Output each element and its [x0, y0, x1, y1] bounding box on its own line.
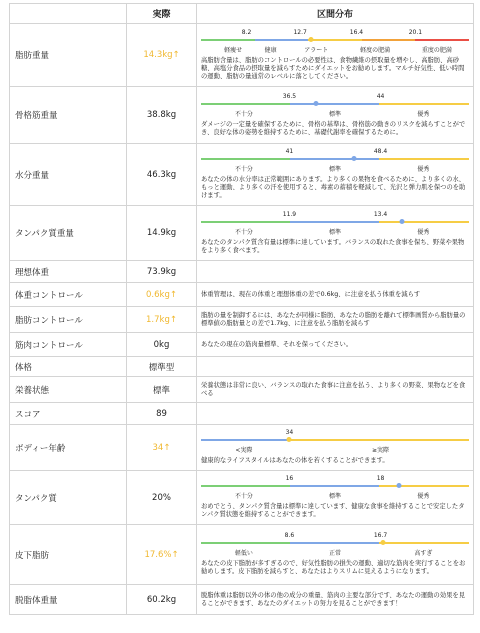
- range-segment: [379, 103, 469, 105]
- metric-description: 脂肪の量を制御するには、あなたが同様に脂肪、あなたの脂肪を離れて標準画質から脂肪量の標準値の脂肪量との差で1.7kg、に注意を払う脂肪を減らす: [201, 311, 466, 327]
- metric-description: おめでとう、タンパク質含量は標準に達しています、健康な食事を維持することで安定したタンパク質状態を維持することができます。: [201, 503, 465, 518]
- range-distribution: [197, 144, 474, 206]
- header-range: 区間分布: [197, 4, 474, 24]
- range-threshold: 20.1: [408, 28, 423, 36]
- range-label: 優秀: [417, 166, 430, 173]
- range-segment: [290, 542, 379, 544]
- range-label: 健康: [264, 46, 277, 54]
- range-scale: [201, 146, 469, 182]
- metric-value: 標準: [127, 377, 197, 403]
- range-bar: [201, 103, 469, 105]
- metric-name: 体重コントロール: [10, 283, 127, 307]
- range-segment: [201, 158, 290, 160]
- range-scale: [201, 530, 469, 566]
- range-label: 不十分: [234, 166, 253, 173]
- metric-value: 20%: [127, 471, 197, 525]
- metric-description: 脱脂体重は脂肪以外の体の他の成分の重量、筋肉の主要な部分です、あなたの運動の効果を見ることができます、あなたのダイエットの努力を見ることができます！: [201, 591, 465, 607]
- metric-name: ボディー年齢: [10, 425, 127, 471]
- range-distribution: [197, 471, 474, 525]
- range-bar: [201, 39, 469, 41]
- metric-value: 0.6kg↑: [127, 283, 197, 307]
- range-label: 標準: [328, 110, 342, 118]
- range-segment: [290, 158, 379, 160]
- range-threshold: 8.6: [284, 532, 295, 539]
- metric-description: ダメージの一定量を確保するために、骨格の基準は、骨格筋の動きのリスクを減らすことができ、良好な体の姿勢を維持するために、基礎代謝率を確保するために。: [201, 120, 466, 136]
- range-label: 優秀: [417, 493, 430, 500]
- metric-name: 栄養状態: [10, 377, 127, 403]
- metric-name: 脱脂体重量: [10, 585, 127, 615]
- range-threshold: 16.4: [349, 28, 364, 36]
- range-segment: [201, 221, 290, 223]
- value-marker-icon: [381, 540, 386, 545]
- value-marker-icon: [397, 483, 402, 488]
- range-segment: [362, 39, 416, 41]
- range-segment: [201, 103, 290, 105]
- range-scale: [201, 91, 469, 127]
- value-marker-icon: [308, 37, 313, 42]
- range-distribution: [197, 206, 474, 261]
- value-marker-icon: [400, 219, 405, 224]
- table-row-nutrition: [10, 377, 474, 403]
- range-segment: [201, 39, 255, 41]
- table-row-body-type: [10, 357, 474, 377]
- range-threshold: 12.7: [293, 28, 307, 36]
- value-marker-icon: [314, 101, 319, 106]
- range-segment: [201, 542, 290, 544]
- body-composition-table: [9, 3, 474, 615]
- metric-name: 水分重量: [10, 144, 127, 206]
- metric-name: タンパク質: [10, 471, 127, 525]
- range-segment: [201, 439, 289, 441]
- range-scale: [201, 27, 469, 63]
- range-label: 優秀: [417, 110, 430, 118]
- metric-name: 脂肪重量: [10, 24, 127, 87]
- range-segment: [290, 485, 379, 487]
- metric-description: 健康的なライフスタイルはあなたの体を若くすることができます。: [201, 457, 389, 464]
- range-threshold: 16: [285, 475, 294, 482]
- metric-name: 理想体重: [10, 261, 127, 283]
- range-scale: [201, 209, 469, 245]
- table-row-lean-body: [10, 585, 474, 615]
- range-bar: [201, 158, 469, 160]
- range-threshold: 11.9: [282, 210, 297, 218]
- range-distribution: [197, 87, 474, 144]
- range-segment: [255, 39, 309, 41]
- range-label: 標準: [328, 228, 342, 236]
- table-row-water-weight: [10, 144, 474, 206]
- range-distribution: [197, 307, 474, 333]
- metric-value: 14.9kg: [127, 206, 197, 261]
- range-segment: [379, 221, 469, 223]
- range-bar: [201, 439, 469, 441]
- metric-name: 骨格筋重量: [10, 87, 127, 144]
- range-bar: [201, 542, 469, 544]
- range-segment: [290, 221, 379, 223]
- range-distribution: [197, 585, 474, 615]
- table-row-ideal-weight: [10, 261, 474, 283]
- range-threshold: 18: [376, 475, 385, 482]
- metric-value: 34↑: [127, 425, 197, 471]
- range-distribution: [197, 357, 474, 377]
- range-segment: [379, 542, 469, 544]
- range-label: 軽低い: [234, 550, 253, 557]
- range-distribution: [197, 403, 474, 425]
- metric-description: あなたの皮下脂肪が多すぎるので、好気性脂肪の損失の運動、適切な筋肉を実行することをお勧めします。皮下脂肪を減らすと、あなたはよりスリムに見えるようになります。: [201, 560, 466, 575]
- metric-description: あなたの現在の筋肉量標準、それを保ってください。: [201, 340, 353, 348]
- range-segment: [290, 103, 379, 105]
- metric-value: 46.3kg: [127, 144, 197, 206]
- table-row-body-age: [10, 425, 474, 471]
- table-row-score: [10, 403, 474, 425]
- range-distribution: [197, 425, 474, 471]
- range-segment: [415, 39, 469, 41]
- metric-name: 体格: [10, 357, 127, 377]
- metric-value: 73.9kg: [127, 261, 197, 283]
- metric-description: 栄養状態は非常に良い、バランスの取れた食事に注意を払う、より多くの野菜、果物などを食べる: [201, 381, 466, 397]
- range-label: 不十分: [234, 493, 253, 500]
- header-actual: 実際: [127, 4, 197, 24]
- table-row-weight-control: [10, 283, 474, 307]
- range-distribution: [197, 333, 474, 357]
- range-segment: [201, 485, 290, 487]
- table-row-fat-control: [10, 307, 474, 333]
- metric-name: 皮下脂肪: [10, 525, 127, 585]
- header-name: [10, 4, 127, 24]
- range-segment: [308, 39, 362, 41]
- range-label: 軽度の肥満: [360, 46, 391, 54]
- range-distribution: [197, 261, 474, 283]
- range-label: 不十分: [234, 110, 253, 118]
- range-label: 不十分: [234, 228, 253, 236]
- table-header: [10, 4, 474, 24]
- range-label: 優秀: [417, 228, 430, 236]
- table-row-protein-weight: [10, 206, 474, 261]
- range-distribution: [197, 377, 474, 403]
- range-threshold: 13.4: [373, 210, 388, 218]
- metric-value: 89: [127, 403, 197, 425]
- range-distribution: [197, 283, 474, 307]
- value-marker-icon: [287, 437, 292, 442]
- range-bar: [201, 485, 469, 487]
- table-row-skeletal-muscle: [10, 87, 474, 144]
- range-label: 高すぎ: [414, 550, 433, 557]
- range-segment: [379, 158, 469, 160]
- metric-description: あなたの体の水分率は正常範囲にあります。より多くの果物を食べるために、より多くの水、もっと運動、より多くの汗を使用すると、毒素の蓄積を軽減して、光沢と弾力肌を保つのを助けます。: [201, 176, 466, 199]
- range-label: 標準: [328, 493, 342, 500]
- range-label: <実際: [235, 447, 253, 454]
- metric-description: あなたのタンパク質含有量は標準に達しています。バランスの取れた食事を保ち、野菜や果物をより多く食べます。: [201, 238, 465, 254]
- range-segment: [289, 439, 469, 441]
- range-label: 軽痩せ: [224, 46, 243, 54]
- metric-value: 標準型: [127, 357, 197, 377]
- range-label: 標準: [328, 166, 342, 173]
- metric-name: タンパク質重量: [10, 206, 127, 261]
- range-segment: [379, 485, 469, 487]
- range-threshold: 34: [285, 429, 294, 436]
- range-threshold: 8.2: [241, 28, 252, 36]
- range-threshold: 16.7: [373, 532, 388, 539]
- metric-value: 38.8kg: [127, 87, 197, 144]
- range-threshold: 48.4: [373, 148, 388, 155]
- range-threshold: 41: [285, 148, 294, 155]
- metric-description: 体重管理は、現在の体重と理想体重の差で0.6kg、に注意を払う体重を減らす: [201, 290, 421, 298]
- metric-name: スコア: [10, 403, 127, 425]
- table-row-subcutaneous-fat: [10, 525, 474, 585]
- range-threshold: 36.5: [282, 92, 297, 100]
- metric-value: 0kg: [127, 333, 197, 357]
- metric-value: 17.6%↑: [127, 525, 197, 585]
- table-row-muscle-control: [10, 333, 474, 357]
- metric-value: 1.7kg↑: [127, 307, 197, 333]
- range-label: アラート: [304, 46, 329, 54]
- table-row-fat-weight: [10, 24, 474, 87]
- range-scale: [201, 427, 469, 463]
- metric-name: 脂肪コントロール: [10, 307, 127, 333]
- value-marker-icon: [351, 156, 356, 161]
- range-distribution: [197, 24, 474, 87]
- range-scale: [201, 473, 469, 509]
- metric-description: 高脂肪含量は、脂肪のコントロールの必要性は、食物繊維の摂取量を増やし、高脂肪、高砂糖、高塩分食品の摂取量を減らすためにダイエットをお勧めします。マルチ好気性、低い時間の運動、脂肪の量通常のレベルに落としてください。: [201, 56, 465, 80]
- range-threshold: 44: [376, 92, 385, 100]
- range-label: 正常: [328, 550, 342, 557]
- range-bar: [201, 221, 469, 223]
- table-row-protein: [10, 471, 474, 525]
- range-label: 重度の肥満: [421, 46, 452, 54]
- range-label: ≥実際: [372, 447, 390, 454]
- metric-value: 14.3kg↑: [127, 24, 197, 87]
- range-distribution: [197, 525, 474, 585]
- metric-name: 筋肉コントロール: [10, 333, 127, 357]
- metric-value: 60.2kg: [127, 585, 197, 615]
